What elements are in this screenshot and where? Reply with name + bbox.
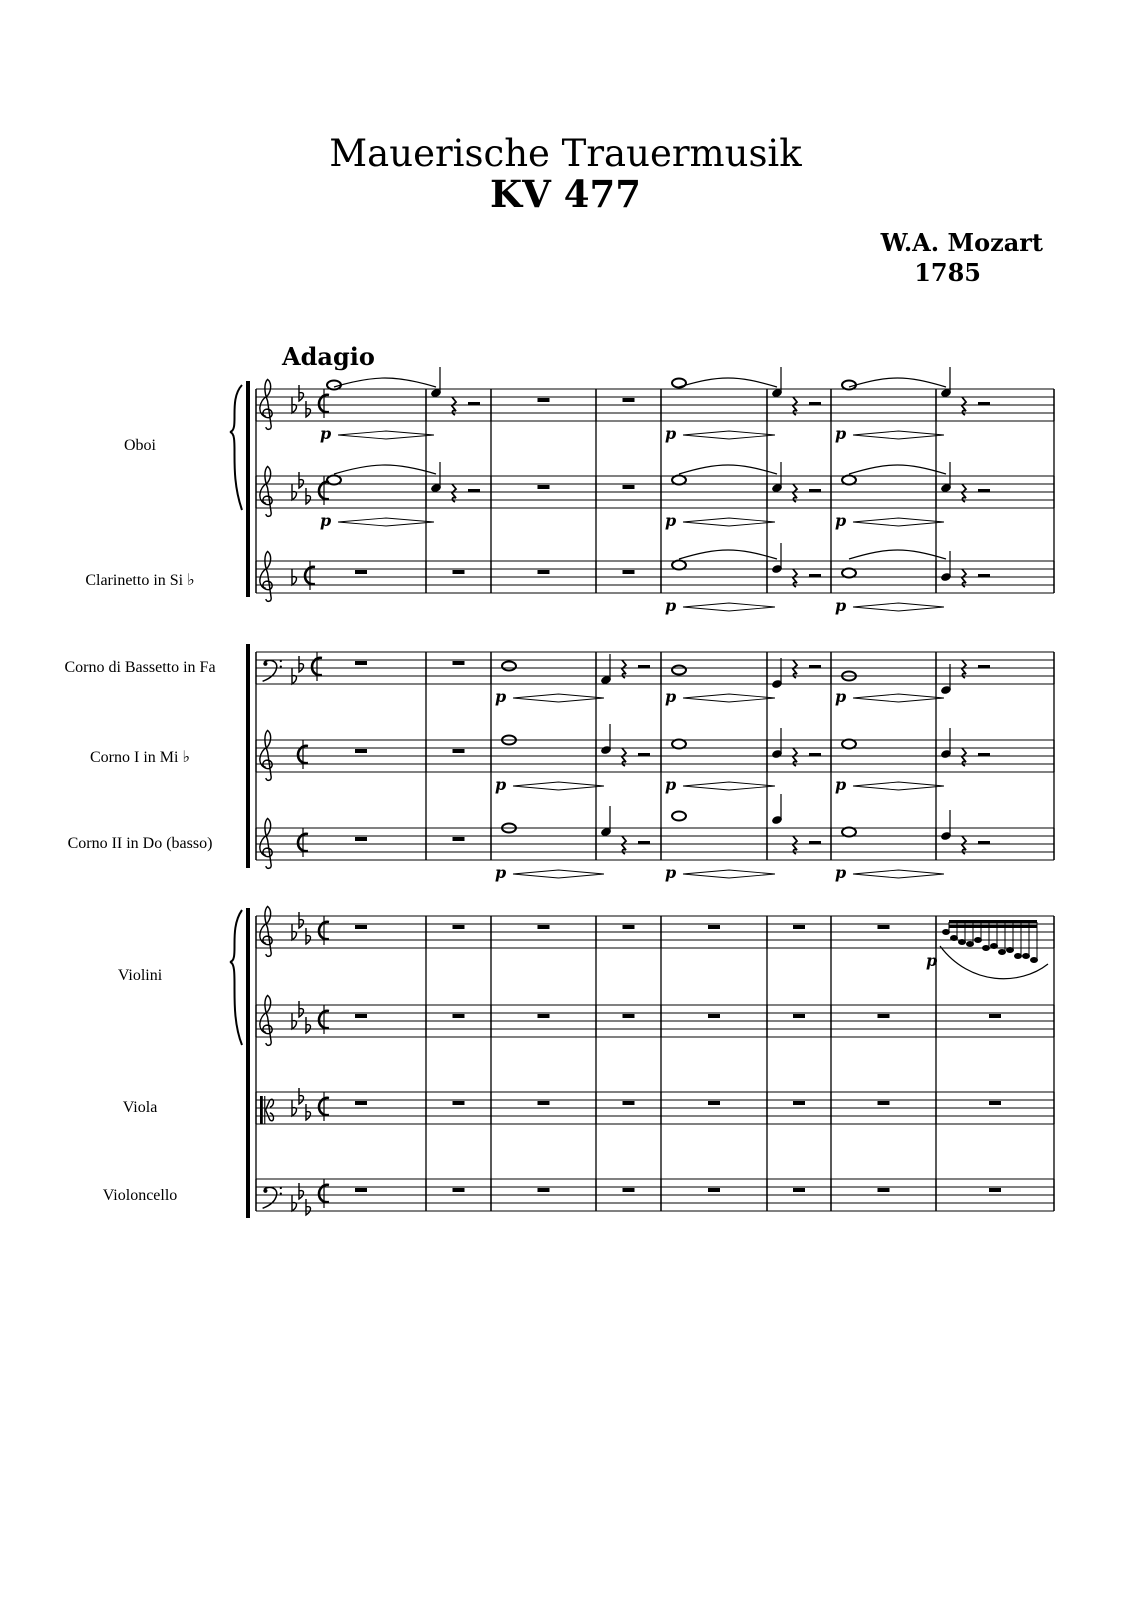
key-flat bbox=[299, 1088, 304, 1104]
half-rest bbox=[809, 574, 821, 577]
half-rest bbox=[809, 665, 821, 668]
quarter-rest bbox=[962, 836, 966, 854]
instrument-label-clarinetto: Clarinetto in Si ♭ bbox=[85, 572, 195, 589]
bass-clef bbox=[263, 660, 282, 681]
bass-clef bbox=[263, 1187, 282, 1208]
quarter-rest bbox=[622, 836, 626, 854]
treble-clef bbox=[260, 906, 272, 956]
half-rest bbox=[468, 402, 480, 405]
whole-rest bbox=[623, 1014, 635, 1018]
key-flat bbox=[306, 1017, 311, 1033]
beam bbox=[949, 925, 1037, 928]
tempo-marking: Adagio bbox=[282, 342, 375, 371]
hairpin bbox=[683, 603, 775, 611]
quarter-rest bbox=[793, 569, 797, 587]
key-flat bbox=[292, 397, 297, 413]
dynamic-piano: p bbox=[835, 863, 847, 882]
key-flat bbox=[292, 569, 297, 585]
whole-rest bbox=[355, 661, 367, 665]
whole-note bbox=[842, 828, 856, 837]
half-rest bbox=[978, 489, 990, 492]
hairpin bbox=[683, 782, 775, 790]
key-flat bbox=[306, 488, 311, 504]
whole-rest bbox=[538, 1188, 550, 1192]
whole-rest bbox=[989, 1188, 1001, 1192]
whole-rest bbox=[355, 749, 367, 753]
dynamic-piano: p bbox=[665, 511, 677, 530]
whole-rest bbox=[878, 1188, 890, 1192]
half-rest bbox=[978, 753, 990, 756]
cut-time-signature bbox=[319, 916, 329, 945]
treble-clef bbox=[260, 995, 272, 1045]
whole-rest bbox=[793, 1014, 805, 1018]
quarter-rest bbox=[452, 397, 456, 415]
key-flat bbox=[299, 385, 304, 401]
half-rest bbox=[809, 402, 821, 405]
whole-rest bbox=[989, 1101, 1001, 1105]
half-rest bbox=[638, 665, 650, 668]
whole-rest bbox=[878, 1014, 890, 1018]
whole-rest bbox=[538, 398, 550, 402]
whole-rest bbox=[355, 1188, 367, 1192]
score-catalog-number: KV 477 bbox=[490, 172, 641, 216]
score-title: Mauerische Trauermusik bbox=[329, 132, 802, 175]
instrument-label-violini: Violini bbox=[117, 967, 163, 984]
whole-rest bbox=[538, 485, 550, 489]
whole-rest bbox=[453, 925, 465, 929]
half-rest bbox=[809, 841, 821, 844]
whole-rest bbox=[708, 1188, 720, 1192]
hairpin bbox=[853, 782, 944, 790]
instrument-label-corno-1: Corno I in Mi ♭ bbox=[90, 749, 190, 766]
instrument-label-corno-2: Corno II in Do (basso) bbox=[67, 835, 213, 852]
whole-rest bbox=[538, 1101, 550, 1105]
cut-time-signature bbox=[319, 1092, 329, 1121]
slur bbox=[679, 550, 777, 559]
whole-rest bbox=[623, 925, 635, 929]
quarter-rest bbox=[962, 397, 966, 415]
whole-note bbox=[672, 812, 686, 821]
dynamic-piano: p bbox=[665, 775, 677, 794]
hairpin bbox=[683, 518, 775, 526]
instrument-label-violoncello: Violoncello bbox=[102, 1187, 178, 1204]
dynamic-piano: p bbox=[835, 687, 847, 706]
cut-time-signature bbox=[319, 1005, 329, 1034]
quarter-rest bbox=[452, 484, 456, 502]
whole-note bbox=[842, 476, 856, 485]
whole-rest bbox=[793, 1188, 805, 1192]
hairpin bbox=[853, 518, 944, 526]
half-rest bbox=[978, 402, 990, 405]
quarter-rest bbox=[622, 748, 626, 766]
whole-rest bbox=[355, 1014, 367, 1018]
whole-rest bbox=[453, 837, 465, 841]
dynamic-piano: p bbox=[835, 775, 847, 794]
whole-rest bbox=[355, 570, 367, 574]
whole-rest bbox=[538, 570, 550, 574]
instrument-label-corno-bassetto: Corno di Bassetto in Fa bbox=[64, 659, 216, 676]
half-rest bbox=[978, 841, 990, 844]
beam bbox=[949, 920, 1037, 923]
hairpin bbox=[683, 694, 775, 702]
hairpin bbox=[683, 431, 775, 439]
key-flat bbox=[306, 928, 311, 944]
key-flat bbox=[292, 1195, 297, 1211]
quarter-rest bbox=[622, 660, 626, 678]
whole-rest bbox=[708, 1014, 720, 1018]
dynamic-piano: p bbox=[926, 951, 938, 970]
whole-note bbox=[842, 569, 856, 578]
half-rest bbox=[638, 753, 650, 756]
whole-rest bbox=[623, 1188, 635, 1192]
half-rest bbox=[809, 753, 821, 756]
whole-rest bbox=[623, 1101, 635, 1105]
quarter-rest bbox=[962, 748, 966, 766]
cut-time-signature bbox=[319, 389, 329, 418]
whole-rest bbox=[793, 925, 805, 929]
quarter-rest bbox=[793, 660, 797, 678]
slur bbox=[334, 465, 436, 474]
key-flat bbox=[299, 912, 304, 928]
dynamic-piano: p bbox=[320, 511, 332, 530]
hairpin bbox=[338, 431, 434, 439]
whole-rest bbox=[989, 1014, 1001, 1018]
whole-rest bbox=[708, 1101, 720, 1105]
cut-time-signature bbox=[298, 828, 308, 857]
quarter-rest bbox=[962, 660, 966, 678]
slur bbox=[679, 378, 777, 387]
key-flat bbox=[306, 1104, 311, 1120]
whole-note bbox=[672, 740, 686, 749]
whole-rest bbox=[538, 1014, 550, 1018]
half-rest bbox=[978, 665, 990, 668]
dynamic-piano: p bbox=[835, 511, 847, 530]
oboi-brace bbox=[230, 385, 242, 510]
hairpin bbox=[853, 431, 944, 439]
whole-rest bbox=[793, 1101, 805, 1105]
dynamic-piano: p bbox=[835, 596, 847, 615]
hairpin bbox=[683, 870, 775, 878]
treble-clef bbox=[260, 818, 272, 868]
slur bbox=[679, 465, 777, 474]
whole-rest bbox=[623, 398, 635, 402]
hairpin bbox=[513, 870, 604, 878]
whole-note bbox=[672, 666, 686, 675]
key-flat bbox=[299, 1183, 304, 1199]
cut-time-signature bbox=[312, 652, 322, 681]
hairpin bbox=[513, 694, 604, 702]
whole-rest bbox=[623, 570, 635, 574]
key-flat bbox=[299, 1001, 304, 1017]
dynamic-piano: p bbox=[665, 687, 677, 706]
hairpin bbox=[853, 603, 944, 611]
whole-rest bbox=[453, 749, 465, 753]
whole-rest bbox=[878, 1101, 890, 1105]
hairpin bbox=[338, 518, 434, 526]
whole-rest bbox=[538, 925, 550, 929]
cut-time-signature bbox=[298, 740, 308, 769]
dynamic-piano: p bbox=[495, 775, 507, 794]
quarter-rest bbox=[793, 397, 797, 415]
treble-clef bbox=[260, 551, 272, 601]
whole-note bbox=[842, 740, 856, 749]
whole-note bbox=[672, 476, 686, 485]
quarter-rest bbox=[793, 748, 797, 766]
dynamic-piano: p bbox=[320, 424, 332, 443]
hairpin bbox=[853, 870, 944, 878]
dynamic-piano: p bbox=[835, 424, 847, 443]
whole-rest bbox=[453, 1188, 465, 1192]
quarter-rest bbox=[793, 484, 797, 502]
key-flat bbox=[292, 1013, 297, 1029]
composer-name: W.A. Mozart bbox=[880, 228, 1043, 257]
key-flat bbox=[306, 401, 311, 417]
whole-note bbox=[502, 662, 516, 671]
slur bbox=[849, 378, 946, 387]
half-rest bbox=[809, 489, 821, 492]
dynamic-piano: p bbox=[665, 863, 677, 882]
instrument-label-viola: Viola bbox=[122, 1099, 158, 1116]
treble-clef bbox=[260, 379, 272, 429]
half-rest bbox=[638, 841, 650, 844]
whole-rest bbox=[355, 925, 367, 929]
whole-rest bbox=[453, 1101, 465, 1105]
whole-rest bbox=[453, 570, 465, 574]
group-bracket bbox=[246, 908, 250, 1218]
key-flat bbox=[292, 484, 297, 500]
dynamic-piano: p bbox=[495, 687, 507, 706]
key-flat bbox=[306, 1199, 311, 1215]
half-rest bbox=[468, 489, 480, 492]
treble-clef bbox=[260, 466, 272, 516]
whole-rest bbox=[453, 661, 465, 665]
whole-rest bbox=[878, 925, 890, 929]
cut-time-signature bbox=[319, 1179, 329, 1208]
whole-rest bbox=[708, 925, 720, 929]
whole-rest bbox=[453, 1014, 465, 1018]
dynamic-piano: p bbox=[665, 424, 677, 443]
key-flat bbox=[292, 1100, 297, 1116]
key-flat bbox=[299, 656, 304, 672]
instrument-label-oboi: Oboi bbox=[124, 437, 156, 454]
group-bracket bbox=[246, 644, 250, 868]
key-flat bbox=[292, 668, 297, 684]
quarter-rest bbox=[962, 569, 966, 587]
treble-clef bbox=[260, 730, 272, 780]
dynamic-piano: p bbox=[495, 863, 507, 882]
group-bracket bbox=[246, 381, 250, 597]
key-flat bbox=[299, 472, 304, 488]
key-flat bbox=[292, 924, 297, 940]
quarter-rest bbox=[962, 484, 966, 502]
violini-brace bbox=[230, 910, 242, 1045]
cut-time-signature bbox=[305, 561, 315, 590]
hairpin bbox=[513, 782, 604, 790]
half-rest bbox=[978, 574, 990, 577]
dynamic-piano: p bbox=[665, 596, 677, 615]
whole-note bbox=[327, 476, 341, 485]
composition-year: 1785 bbox=[914, 258, 981, 287]
slur bbox=[334, 378, 436, 387]
whole-rest bbox=[623, 485, 635, 489]
whole-rest bbox=[355, 1101, 367, 1105]
whole-rest bbox=[355, 837, 367, 841]
hairpin bbox=[853, 694, 944, 702]
slur bbox=[849, 465, 946, 474]
slur bbox=[849, 550, 946, 559]
whole-note bbox=[672, 561, 686, 570]
quarter-rest bbox=[793, 836, 797, 854]
